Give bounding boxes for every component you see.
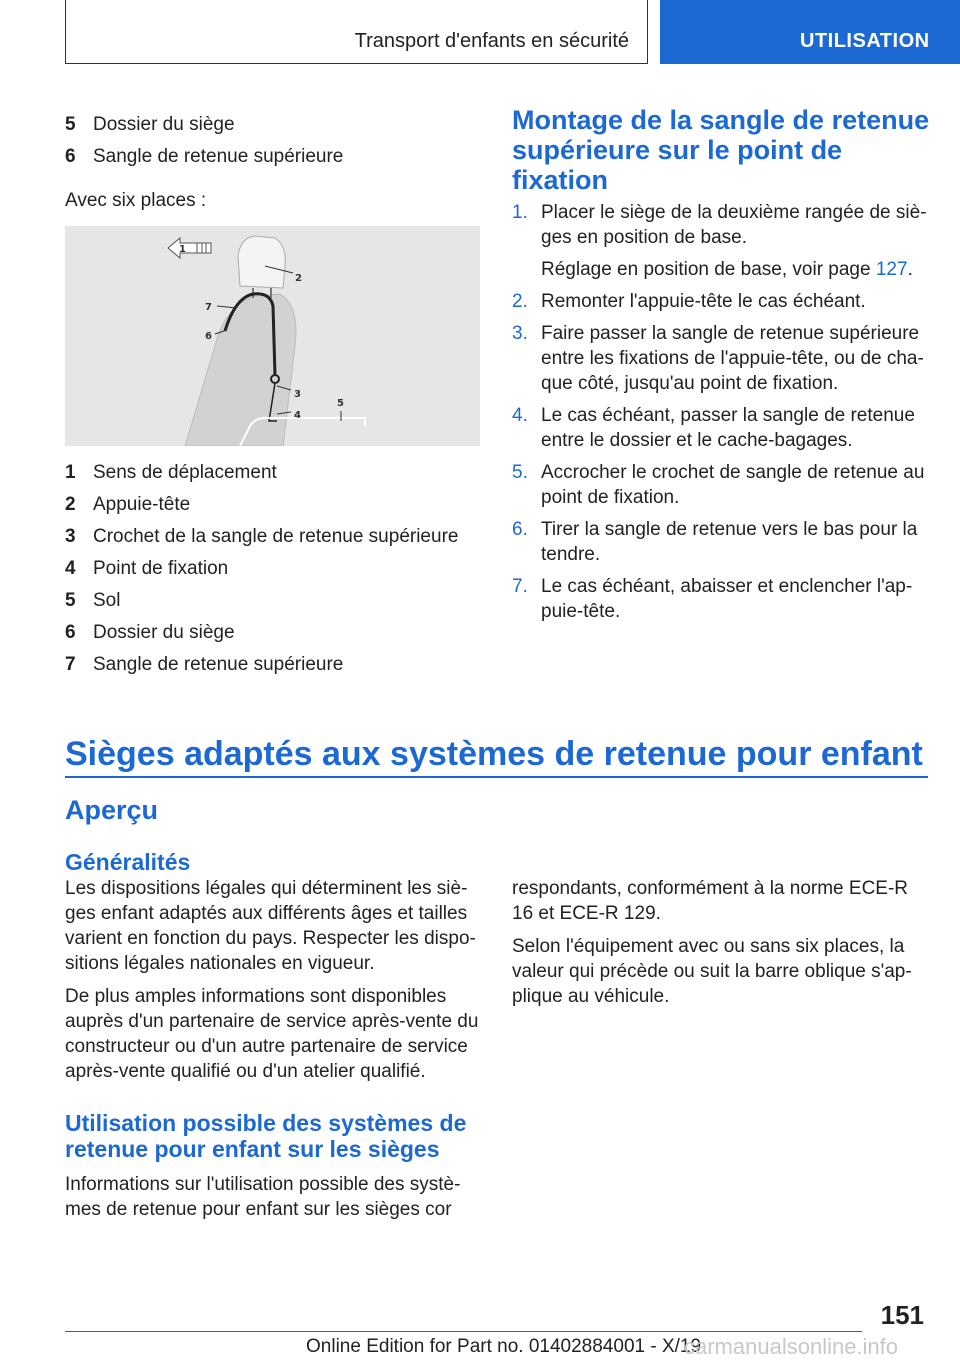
callout-5: 5: [337, 398, 344, 409]
step-item: [512, 460, 932, 510]
step-text: Tirer la sangle de retenue vers le bas pour la tendre.: [541, 519, 918, 565]
header-chapter-tab: [660, 0, 960, 64]
legend-label: Point de fixation: [93, 558, 229, 579]
legend-label: Dossier du siège: [93, 622, 235, 643]
generalites-paragraph-1: Les dispositions légales qui déterminent les sièges enfant adaptés aux différents âges et tailles varient en fonction du pays. Respecter les dispositions légales nationales en vigueur.: [65, 878, 476, 974]
legend-item: [65, 524, 459, 549]
step-item: [512, 574, 932, 624]
step-item: [512, 403, 932, 453]
step-item: [512, 289, 932, 314]
legend-number: 1: [65, 462, 76, 483]
step-number: 4.: [512, 405, 528, 426]
legend-item: [65, 652, 344, 677]
six-places-label: Avec six places :: [65, 190, 207, 211]
legend-item: [65, 556, 229, 581]
seat-diagram: [65, 226, 480, 446]
apercu-heading: Aperçu: [65, 795, 159, 825]
section-divider: [65, 776, 928, 778]
step-number: 3.: [512, 323, 528, 344]
step-number: 1.: [512, 202, 528, 223]
step-text: Placer le siège de la deuxième rangée de sièges en position de base.: [541, 202, 927, 248]
right-paragraph-2: Selon l'équipement avec ou sans six places, la valeur qui précède ou suit la barre oblique s'applique au véhicule.: [512, 936, 912, 1007]
header-section-box: [65, 0, 648, 64]
legend-item: [65, 588, 121, 613]
footer-watermark: carmanualsonline.info: [684, 1334, 899, 1359]
legend-item: [65, 492, 191, 517]
step-text: Faire passer la sangle de retenue supérieure entre les fixations de l'appuie-tête, ou de chaque côté, jusqu'au point de fixation.: [541, 323, 924, 394]
list-item-label: Dossier du siège: [93, 114, 235, 135]
legend-number: 4: [65, 558, 76, 579]
callout-2: 2: [295, 273, 302, 284]
generalites-paragraph-2: De plus amples informations sont disponibles auprès d'un partenaire de service après-vente du constructeur ou d'un autre partenaire de service après-vente qualifié ou d'un atelier qualifié.: [65, 986, 479, 1082]
step-number: 6.: [512, 519, 528, 540]
page-link[interactable]: 127: [875, 259, 908, 280]
step-item: [512, 517, 932, 567]
step-item: [512, 257, 932, 282]
section-title: Sièges adaptés aux systèmes de retenue pour enfant: [65, 735, 923, 773]
generalites-heading: Généralités: [65, 849, 191, 875]
callout-4: 4: [294, 410, 301, 421]
seat-back-shape: [185, 294, 296, 446]
legend-number: 6: [65, 622, 76, 643]
legend-number: 3: [65, 526, 76, 547]
step-item: [512, 200, 932, 250]
direction-arrow-icon: [168, 238, 211, 258]
montage-steps: [512, 200, 932, 624]
step-number: 7.: [512, 576, 528, 597]
legend-number: 2: [65, 494, 76, 515]
callout-1: 1: [179, 244, 186, 255]
montage-heading: Montage de la sangle de retenue supérieure sur le point de fixation: [512, 105, 930, 195]
right-paragraph-1: respondants, conformément à la norme ECE-R 16 et ECE-R 129.: [512, 878, 909, 924]
list-item-number: 6: [65, 146, 76, 167]
list-item: [65, 112, 235, 137]
step-text: Accrocher le crochet de sangle de retenue au point de fixation.: [541, 462, 925, 508]
callout-7: 7: [205, 302, 212, 313]
step-text: Réglage en position de base, voir page: [541, 259, 876, 280]
list-item-label: Sangle de retenue supérieure: [93, 146, 344, 167]
page-number: 151: [880, 1300, 924, 1330]
step-number: 5.: [512, 462, 528, 483]
list-item: [65, 144, 344, 169]
step-suffix: .: [907, 259, 913, 280]
legend-label: Sens de déplacement: [93, 462, 277, 483]
list-item-number: 5: [65, 114, 76, 135]
legend-label: Sol: [93, 590, 121, 611]
legend-label: Crochet de la sangle de retenue supérieure: [93, 526, 459, 547]
header-chapter-label: UTILISATION: [800, 30, 930, 52]
legend-number: 5: [65, 590, 76, 611]
utilisation-paragraph: Informations sur l'utilisation possible des systèmes de retenue pour enfant sur les sièges cor: [65, 1174, 461, 1220]
step-text: Remonter l'appuie-tête le cas échéant.: [541, 291, 866, 312]
callout-6: 6: [205, 331, 212, 342]
utilisation-heading: Utilisation possible des systèmes de retenue pour enfant sur les sièges: [65, 1110, 467, 1162]
callout-3: 3: [294, 389, 301, 400]
step-number: 2.: [512, 291, 528, 312]
step-text: Le cas échéant, abaisser et enclencher l'appuie-tête.: [541, 576, 913, 622]
footer-divider: [65, 1331, 862, 1332]
header-section-title: Transport d'enfants en sécurité: [354, 30, 629, 52]
legend-label: Appuie-tête: [93, 494, 191, 515]
footer-edition: Online Edition for Part no. 01402884001 - X/19: [306, 1336, 702, 1357]
legend-item: [65, 620, 235, 645]
legend-number: 7: [65, 654, 76, 675]
legend-label: Sangle de retenue supérieure: [93, 654, 344, 675]
headrest-shape: [238, 236, 285, 288]
seat-illustration: [65, 226, 480, 446]
legend-item: [65, 460, 277, 485]
step-item: [512, 321, 932, 396]
step-text: Le cas échéant, passer la sangle de retenue entre le dossier et le cache-bagages.: [541, 405, 915, 451]
